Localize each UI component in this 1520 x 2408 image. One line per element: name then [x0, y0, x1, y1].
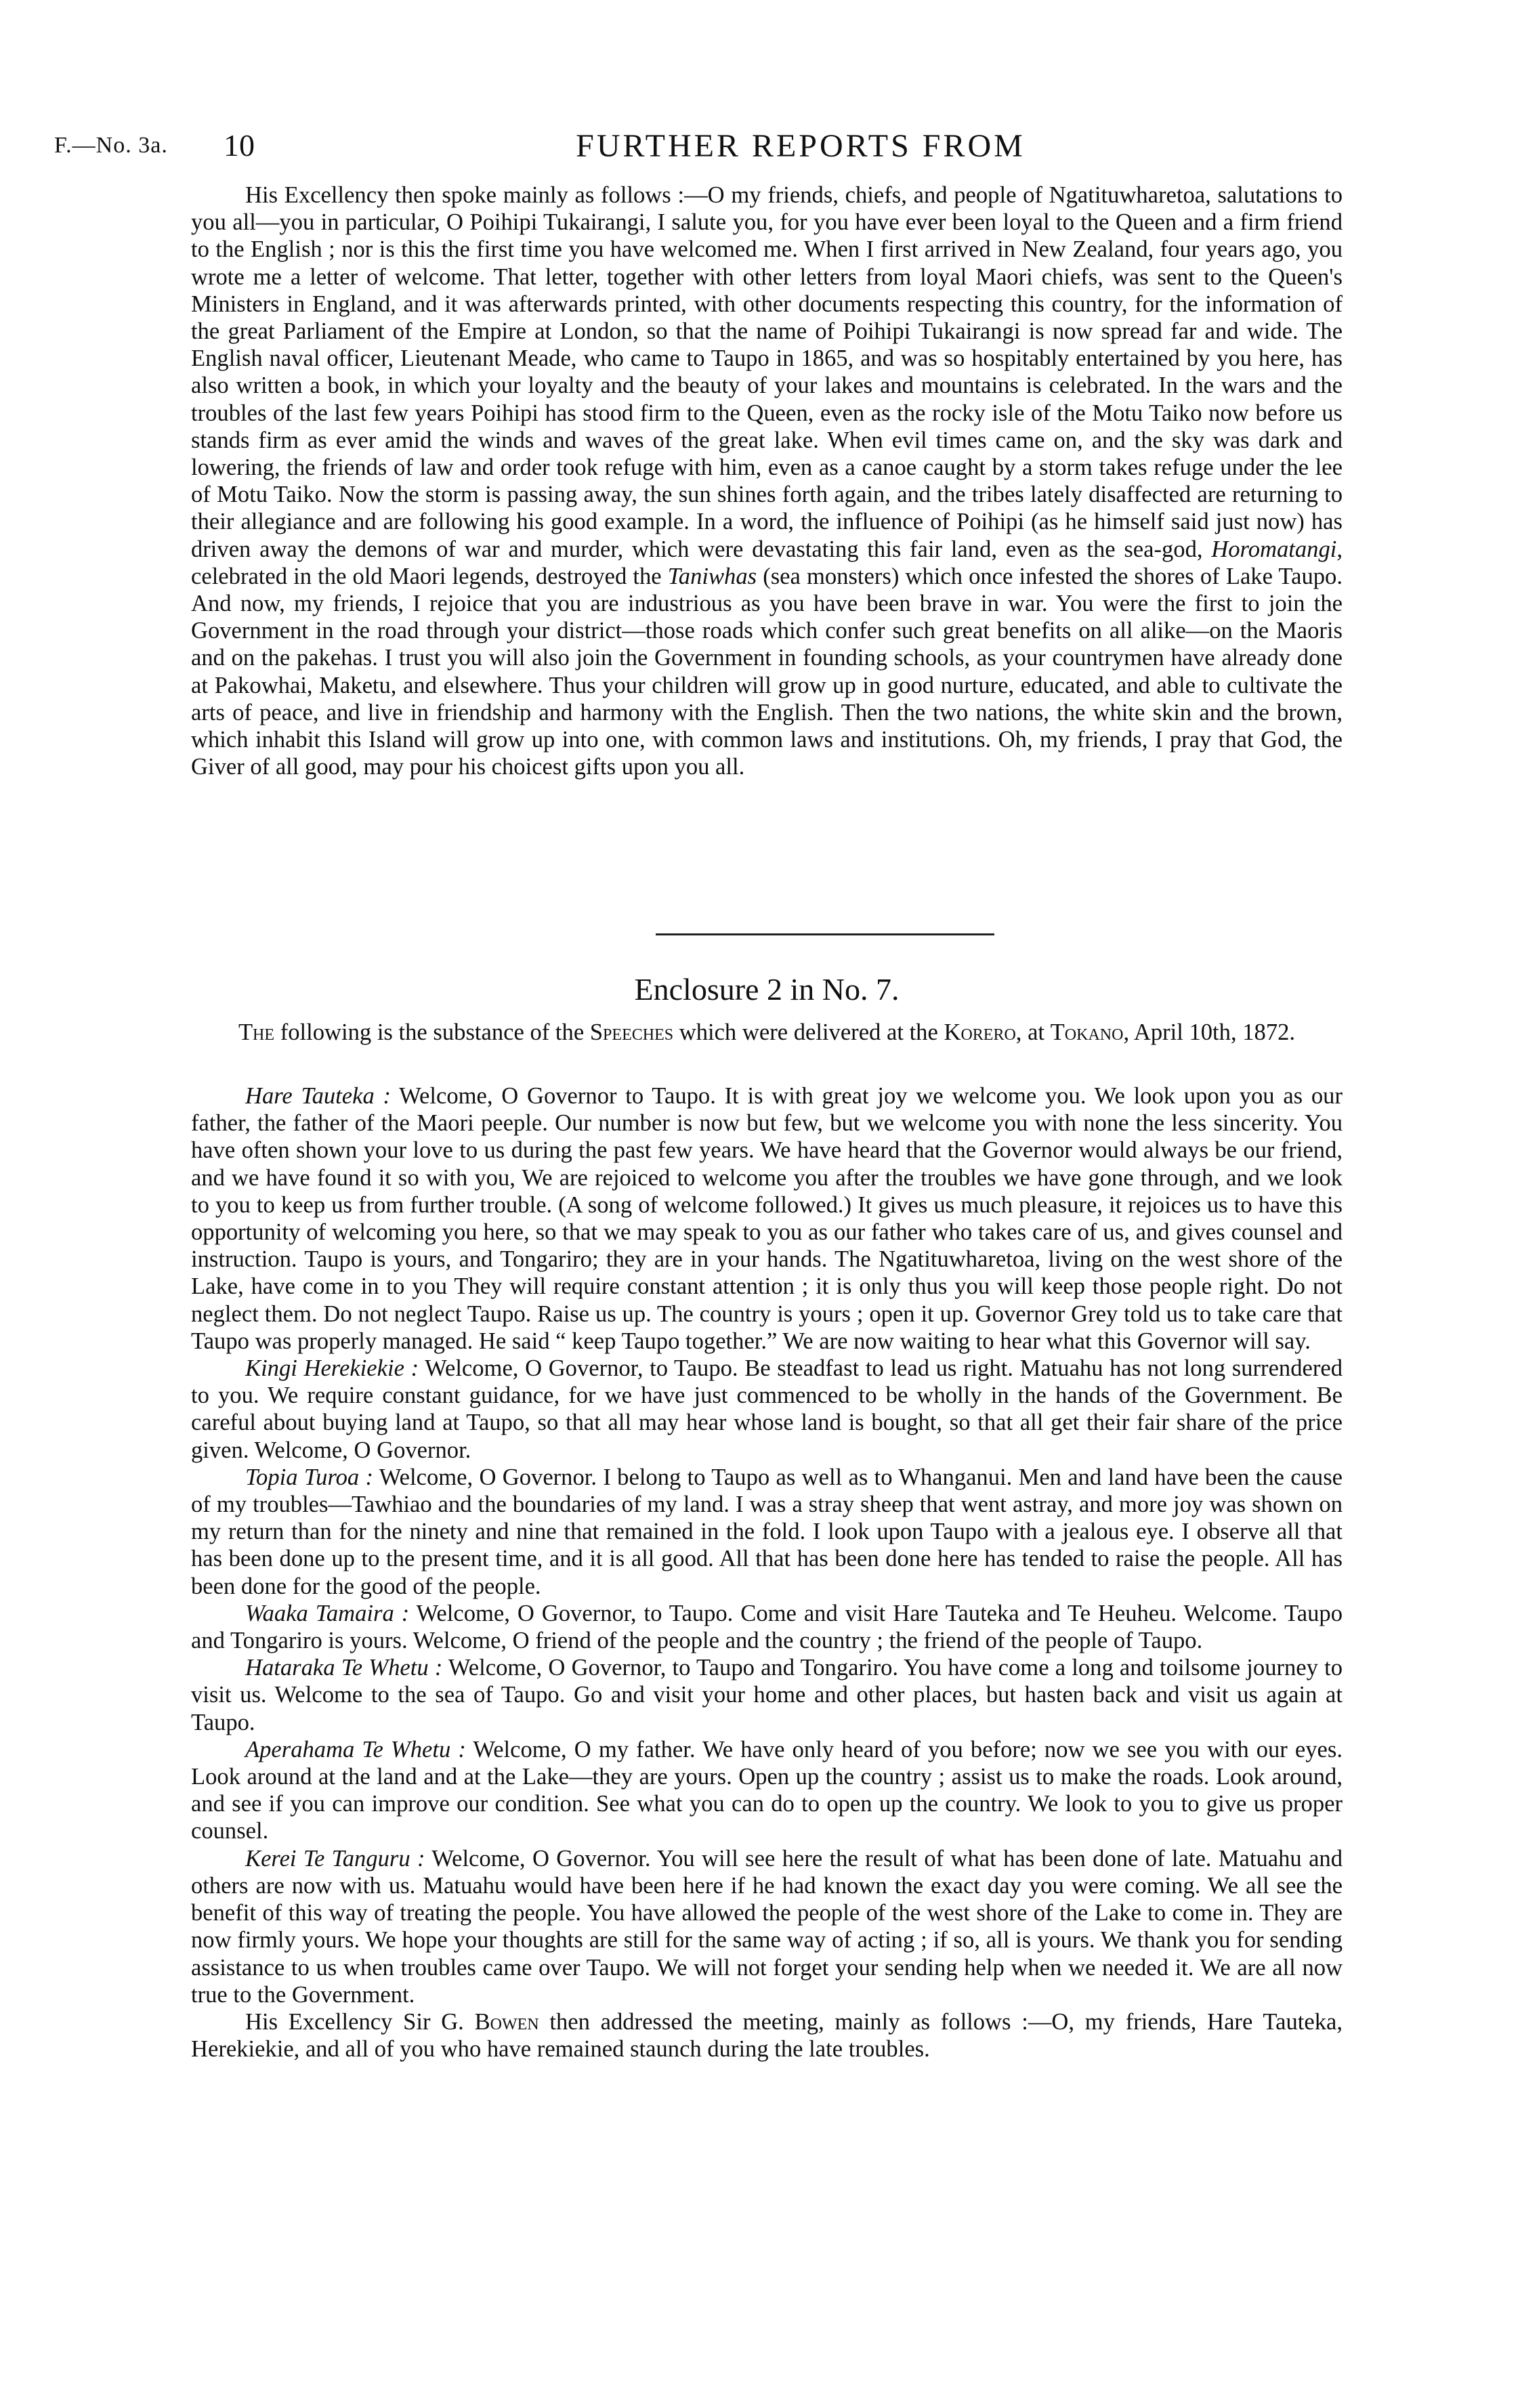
- speaker-name: Hataraka Te Whetu :: [245, 1655, 443, 1681]
- intro-korero: Korero: [944, 1019, 1016, 1045]
- speech-text: His Excellency then spoke mainly as follows :—O my friends, chiefs, and people of Ngatituwharetoa, salutations to you all—you in particular, O Poihipi Tukairangi, I salute you, for you have ever been loyal to the Queen and a firm friend to the English ; nor is this the first time you have welcomed me. When I first arrived in New Zealand, four years ago, you wrote me a letter of welcome. That letter, together with other letters from loyal Maori chiefs, was sent to the Queen's Ministers in England, and it was afterwards printed, with other documents respecting this country, for the information of the great Parliament of the Empire at London, so that the name of Poihipi Tukairangi is now spread far and wide. The English naval officer, Lieutenant Meade, who came to Taupo in 1865, and was so hospitably entertained by you here, has also written a book, in which your loyalty and the beauty of your lakes and mountains is celebrated. In the wars and the troubles of the last few years Poihipi has stood firm to the Queen, even as the rocky isle of the Motu Taiko now before us stands firm as ever amid the winds and waves of the great lake. When evil times came on, and the sky was dark and lowering, the friends of law and order took refuge with him, even as a canoe caught by a storm takes refuge under the lee of Motu Taiko. Now the storm is passing away, the sun shines forth again, and the tribes lately disaffected are returning to their allegiance and are following his good example. In a word, the influence of Poihipi (as he himself said just now) has driven away the demons of war and murder, which were devastating this fair land, even as the sea-god,: [191, 182, 1343, 562]
- speech-text-end: (sea monsters) which once infested the shores of Lake Taupo. And now, my friends, I rejoice that you are industrious as you have been brave in war. You were the first to join the Government in the road through your district—those roads which confer such great benefits on all alike—on the Maoris and on the pakehas. I trust you will also join the Government in founding schools, as your countrymen have already done at Pakowhai, Maketu, and elsewhere. Thus your children will grow up in good nurture, educated, and able to cultivate the arts of peace, and live in friendship and harmony with the English. Then the two nations, the white skin and the brown, which inhabit this Island will grow up into one, with common laws and institutions. Oh, my friends, I pray that God, the Giver of all good, may pour his choicest gifts upon you all.: [191, 563, 1343, 780]
- speech-paragraph: [191, 1654, 1343, 1736]
- section-divider: [656, 933, 994, 935]
- speech-text: Welcome, O Governor, to Taupo and Tongariro. You have come a long and toilsome journey to visit us. Welcome to the sea of Taupo. Go and visit your home and other places, but hasten back and visit us again at Taupo.: [191, 1655, 1343, 1735]
- page-number: 10: [224, 128, 255, 163]
- speech-text: Welcome, O Governor, to Taupo. Come and visit Hare Tauteka and Te Heuheu. Welcome. Taupo and Tongariro is yours. Welcome, O friend of the people and the country ; the friend of the people of Taupo.: [191, 1600, 1343, 1654]
- closing-text-a: His Excellency Sir G.: [245, 2008, 475, 2035]
- intro-text-b: which were delivered at the: [673, 1019, 944, 1045]
- intro-the: The: [238, 1019, 275, 1045]
- speech-paragraph: [191, 1600, 1343, 1654]
- speech-paragraph: [191, 1736, 1343, 1845]
- closing-text-b: then addressed the meeting, mainly as follows :—O, my friends, Hare Tauteka, Herekiekie, and all of you who have remained staunch during the late troubles.: [191, 2008, 1343, 2063]
- taniwhas-term: Taniwhas: [667, 563, 757, 589]
- speech-text: Welcome, O Governor, to Taupo. Be steadfast to lead us right. Matuahu has not long surrendered to you. We require constant guidance, for we have just commenced to be wholly in the hands of the Government. Be careful about buying land at Taupo, so that all may hear whose land is bought, so that all get their fair share of the price given. Welcome, O Governor.: [191, 1355, 1343, 1463]
- governor-speech-section: [191, 182, 1343, 780]
- speech-paragraph: [191, 1464, 1343, 1600]
- speaker-name: Aperahama Te Whetu :: [245, 1736, 466, 1762]
- closing-paragraph: [191, 2008, 1343, 2063]
- intro-text-c: , at: [1015, 1019, 1051, 1045]
- enclosure-intro: [191, 1019, 1343, 1046]
- speaker-name: Kerei Te Tanguru :: [245, 1845, 425, 1872]
- speaker-name: Hare Tauteka :: [245, 1083, 392, 1109]
- speech-text: Welcome, O my father. We have only heard of you before; now we see you with our eyes. Look around at the land and at the Lake—they are yours. Open up the country ; assist us to make the roads. Look around, and see if you can improve our condition. See what you can do to open up the country. We look to you to give us proper counsel.: [191, 1736, 1343, 1844]
- speaker-name: Topia Turoa :: [245, 1464, 374, 1490]
- speech-paragraph: [191, 1082, 1343, 1355]
- enclosure-title: Enclosure 2 in No. 7.: [634, 972, 900, 1007]
- horomatangi-term: Horomatangi,: [1211, 536, 1343, 562]
- intro-text-a: following is the substance of the: [274, 1019, 590, 1045]
- governor-speech-paragraph: [191, 182, 1343, 780]
- intro-speeches: Speeches: [589, 1019, 674, 1045]
- speech-text: Welcome, O Governor. I belong to Taupo as well as to Whanganui. Men and land have been the cause of my troubles—Tawhiao and the boundaries of my land. I was a stray sheep that went astray, and more joy was shown on my return than for the ninety and nine that remained in the fold. I look upon Taupo with a jealous eye. I observe all that has been done up to the present time, and it is all good. All that has been done here has tended to raise the people. All has been done for the good of the people.: [191, 1464, 1343, 1599]
- speeches-section: [191, 1082, 1343, 2063]
- running-title: FURTHER REPORTS FROM: [576, 128, 1026, 164]
- speech-text: Welcome, O Governor. You will see here the result of what has been done of late. Matuahu and others are now with us. Matuahu would have been here if he had known the exact day you were coming. We all see the benefit of this way of treating the people. You have allowed the people of the west shore of the Lake to come in. They are now firmly yours. We hope your thoughts are still for the same way of acting ; if so, all is yours. We thank you for sending assistance to us when troubles came over Taupo. We will not forget your sending help when we needed it. We are all now true to the Government.: [191, 1845, 1343, 2008]
- intro-tokano: Tokano: [1050, 1019, 1124, 1045]
- closing-bowen: Bowen: [474, 2008, 539, 2035]
- document-reference: F.—No. 3a.: [54, 133, 168, 158]
- speech-text: Welcome, O Governor to Taupo. It is with great joy we welcome you. We look upon you as our father, the father of the Maori peeple. Our number is now but few, but we welcome you with none the less sincerity. You have often shown your love to us during the past few years. We have heard that the Governor would always be our friend, and we have found it so with you, We are rejoiced to welcome you after the troubles we have gone through, and we look to you to keep us from further trouble. (A song of welcome followed.) It gives us much pleasure, it rejoices us to have this opportunity of welcoming you here, so that we may speak to you as our father who takes care of us, and gives counsel and instruction. Taupo is yours, and Tongariro; they are in your hands. The Ngatituwharetoa, living on the west shore of the Lake, have come in to you They will require constant attention ; it is only thus you will keep those people right. Do not neglect them. Do not neglect Taupo. Raise us up. The country is yours ; open it up. Governor Grey told us to take care that Taupo was properly managed. He said “ keep Taupo together.” We are now waiting to hear what this Governor will say.: [191, 1083, 1343, 1354]
- speaker-name: Waaka Tamaira :: [245, 1600, 410, 1626]
- page-header: [54, 127, 1466, 171]
- speech-text-mid: celebrated in the old Maori legends, destroyed the: [191, 563, 668, 589]
- speech-paragraph: [191, 1355, 1343, 1464]
- speaker-name: Kingi Herekiekie :: [245, 1355, 419, 1382]
- intro-date: , April 10th, 1872.: [1123, 1019, 1296, 1045]
- speech-paragraph: [191, 1845, 1343, 2008]
